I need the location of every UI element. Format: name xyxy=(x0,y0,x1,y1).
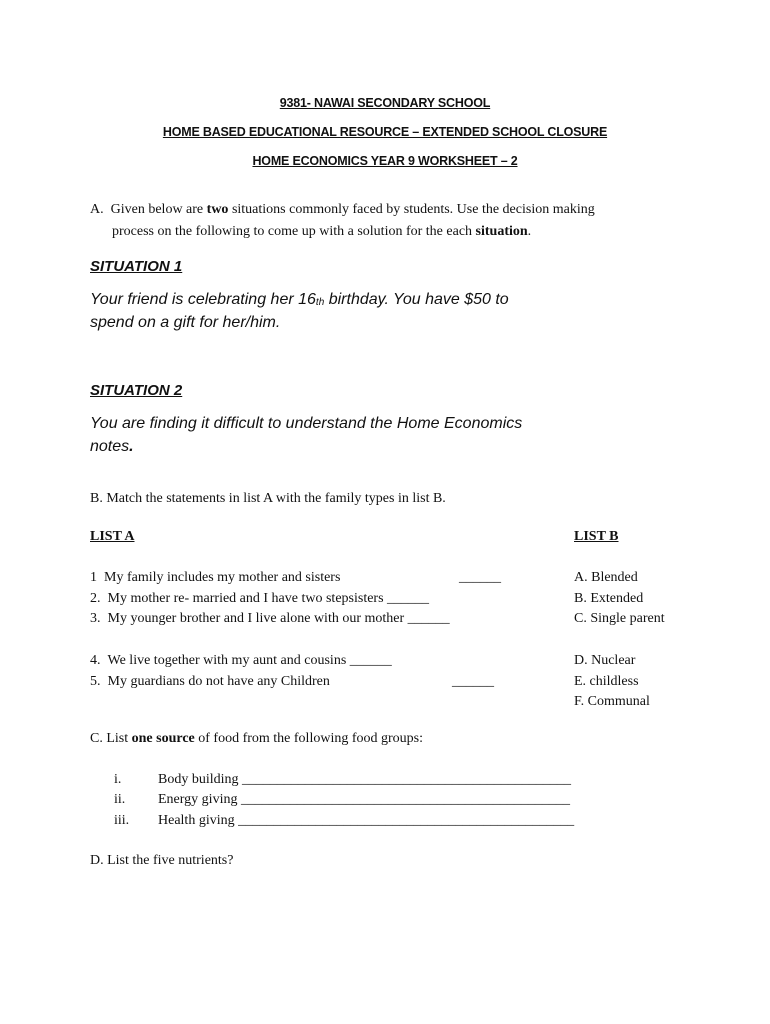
situation-2-line1: You are finding it difficult to understand the Home Economics xyxy=(90,415,523,432)
list-b-item: E. childless xyxy=(574,674,639,689)
situation-1-line1 xyxy=(90,291,509,309)
food-group-label: Health giving xyxy=(158,813,235,828)
list-a-item-text: We live together with my aunt and cousins xyxy=(107,653,347,668)
worksheet-heading: HOME ECONOMICS YEAR 9 WORKSHEET – 2 xyxy=(252,154,518,168)
food-group-number: ii. xyxy=(114,792,126,807)
situation-2-title: SITUATION 2 xyxy=(90,382,183,399)
list-a-item xyxy=(90,674,330,690)
list-a-item xyxy=(90,570,340,586)
list-b-item: C. Single parent xyxy=(574,611,665,626)
list-a-item-number: 4. xyxy=(90,653,101,668)
answer-blank[interactable]: ______ xyxy=(452,674,494,689)
section-a-label: A. xyxy=(90,202,104,217)
list-a-item-number: 3. xyxy=(90,611,101,626)
food-group-label: Energy giving xyxy=(158,792,238,807)
situation-2-line2-pre: notes xyxy=(90,438,130,455)
section-c-bold: one source xyxy=(131,731,195,746)
food-group-item xyxy=(158,772,571,788)
list-a-item-text: My mother re- married and I have two stepsisters xyxy=(107,591,384,606)
section-a-text-post: situations commonly faced by students. Use the decision making xyxy=(228,202,595,217)
school-name-heading: 9381- NAWAI SECONDARY SCHOOL xyxy=(279,96,491,110)
food-group-label: Body building xyxy=(158,772,239,787)
section-a-line2 xyxy=(112,224,531,240)
list-a-title: LIST A xyxy=(90,529,135,544)
list-a-item-text: My family includes my mother and sisters xyxy=(104,570,341,585)
food-group-number: i. xyxy=(114,772,122,787)
situation-1-line1-post: birthday. You have $50 to xyxy=(324,291,509,308)
list-a-item-number: 5. xyxy=(90,674,101,689)
section-c-instruction xyxy=(90,731,423,747)
section-b-instruction: B. Match the statements in list A with the family types in list B. xyxy=(90,491,446,506)
answer-blank[interactable]: ______ xyxy=(349,653,392,668)
list-b-title: LIST B xyxy=(574,529,619,544)
section-a-text-pre: Given below are xyxy=(110,202,207,217)
answer-blank[interactable]: _______________________________________________ xyxy=(240,792,570,807)
section-a-line1 xyxy=(90,202,595,218)
situation-2-line2 xyxy=(90,438,134,456)
situation-2-line2-bold: . xyxy=(129,438,134,455)
list-b-item: D. Nuclear xyxy=(574,653,636,668)
list-a-item xyxy=(90,611,450,627)
list-a-item-text: My younger brother and I live alone with our mother xyxy=(107,611,405,626)
list-a-item-text: My guardians do not have any Children xyxy=(107,674,330,689)
section-d-question: D. List the five nutrients? xyxy=(90,853,234,868)
list-a-item-number: 2. xyxy=(90,591,101,606)
list-a-item-number: 1 xyxy=(90,570,97,585)
answer-blank[interactable]: ________________________________________________ xyxy=(238,813,575,828)
section-c-pre: C. List xyxy=(90,731,132,746)
situation-1-line2: spend on a gift for her/him. xyxy=(90,314,281,331)
section-a-bold-two: two xyxy=(206,202,229,217)
resource-heading: HOME BASED EDUCATIONAL RESOURCE – EXTENDED SCHOOL CLOSURE xyxy=(162,125,608,139)
situation-1-line1-pre: Your friend is celebrating her 16 xyxy=(90,291,316,308)
list-a-item xyxy=(90,653,392,669)
answer-blank[interactable]: _______________________________________________ xyxy=(242,772,572,787)
list-b-item: B. Extended xyxy=(574,591,644,606)
food-group-number: iii. xyxy=(114,813,130,828)
section-a-line2-post: . xyxy=(527,224,532,239)
list-b-item: A. Blended xyxy=(574,570,638,585)
section-a-line2-bold: situation xyxy=(475,224,528,239)
section-a-line2-pre: process on the following to come up with a solution for the each xyxy=(112,224,476,239)
food-group-item xyxy=(158,792,570,808)
situation-1-title: SITUATION 1 xyxy=(90,258,183,275)
section-c-post: of food from the following food groups: xyxy=(194,731,423,746)
answer-blank[interactable]: ______ xyxy=(459,570,501,585)
food-group-item xyxy=(158,813,574,829)
situation-1-ordinal: th xyxy=(315,297,325,308)
list-b-item: F. Communal xyxy=(574,694,650,709)
list-a-item xyxy=(90,591,429,607)
answer-blank[interactable]: ______ xyxy=(387,591,430,606)
answer-blank[interactable]: ______ xyxy=(407,611,450,626)
